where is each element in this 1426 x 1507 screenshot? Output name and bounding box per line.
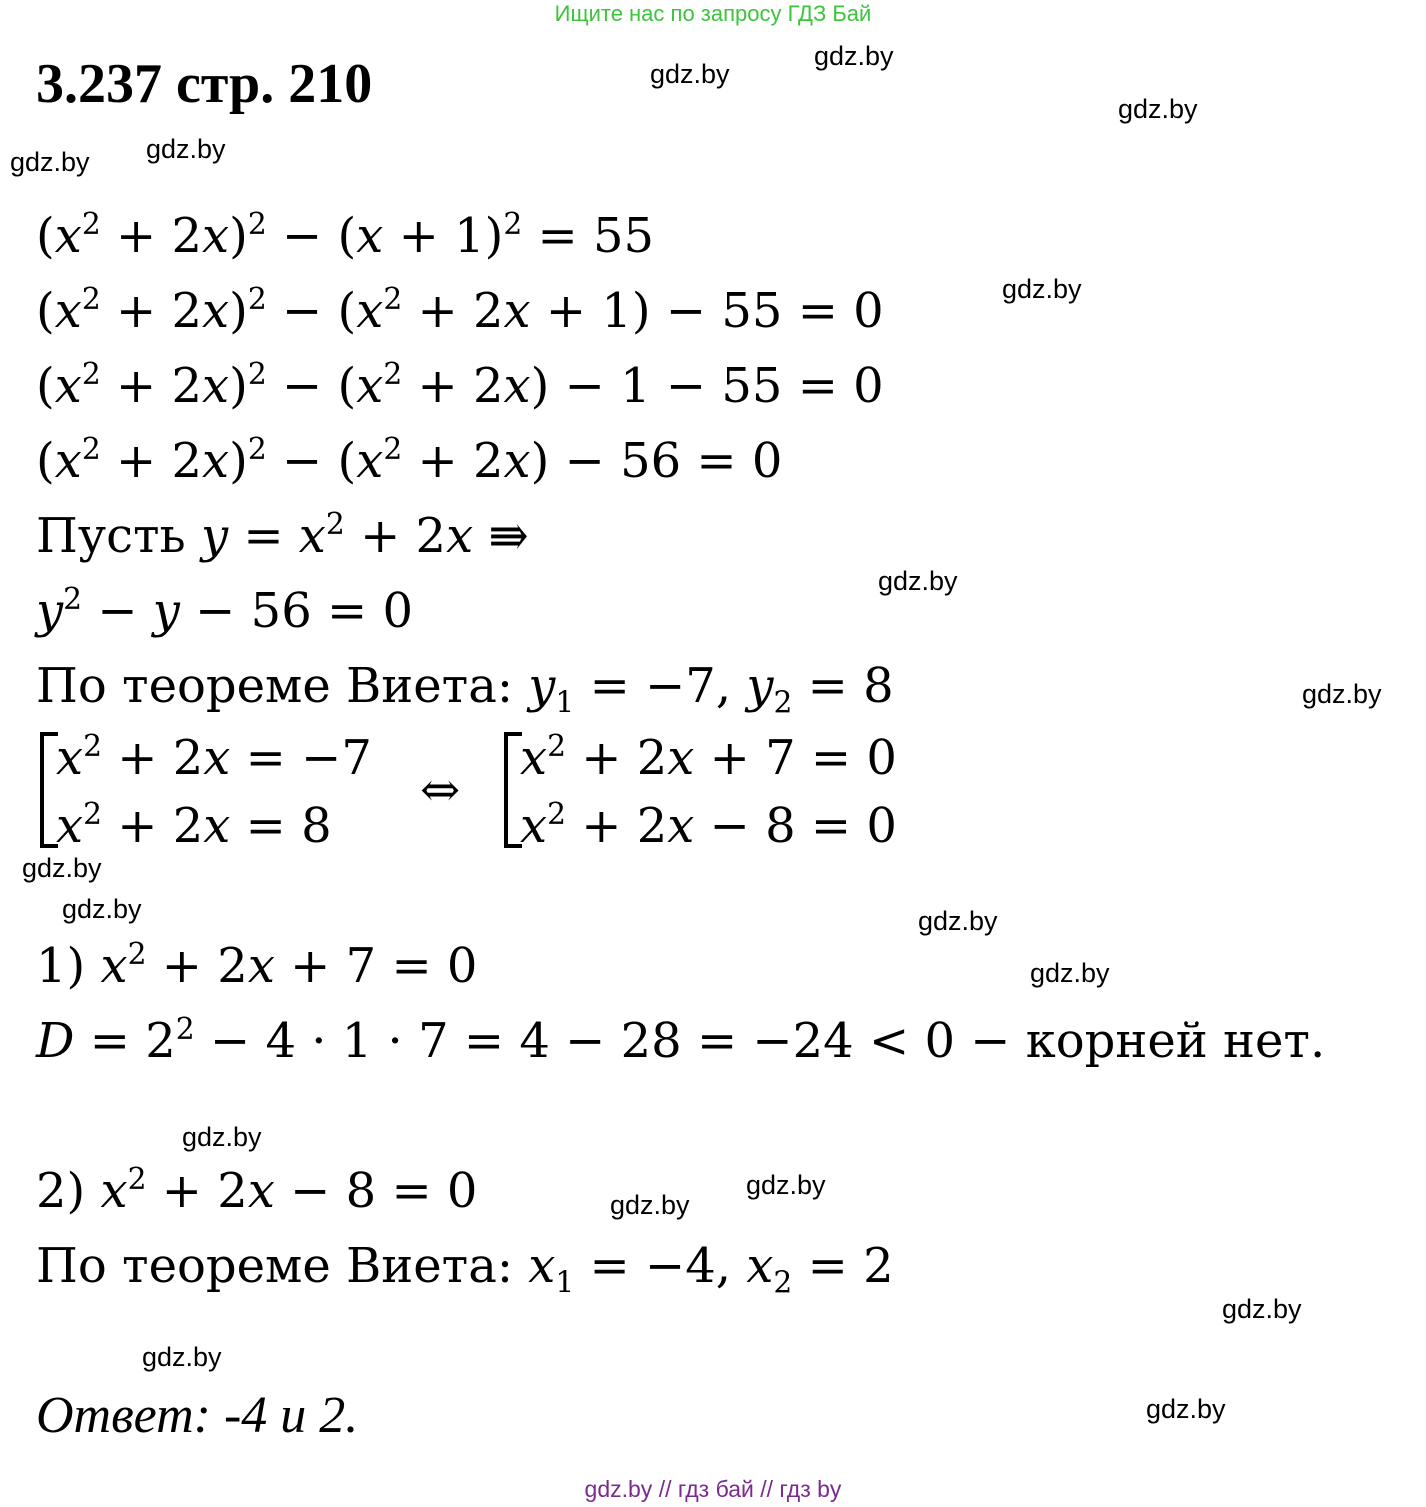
watermark: gdz.by [814,41,894,71]
equation-line-4: $(x^2 + 2x)^2 - (x^2 + 2x) - 56 = 0$ [36,432,783,489]
watermark: gdz.by [878,566,958,596]
watermark: gdz.by [1302,679,1382,709]
discriminant-line: $D = 2^2 - 4 \cdot 1 \cdot 7 = 4 - 28 = -24 < 0$ − корней нет. [36,1012,1326,1069]
vieta-x-line: По теореме Виета: $x_1 = -4$, $x_2 = 2$ [36,1238,894,1301]
system-right-row-2: $x^2 + 2x - 8 = 0$ [520,797,897,854]
equation-line-3: $(x^2 + 2x)^2 - (x^2 + 2x) - 1 - 55 = 0$ [36,357,884,414]
quadratic-y-line: $y^2 - y - 56 = 0$ [36,582,414,639]
case-1-line: 1) $x^2 + 2x + 7 = 0$ [36,937,478,994]
page-title: 3.237 стр. 210 [36,53,373,115]
watermark: gdz.by [1222,1294,1302,1324]
search-banner: Ищите нас по запросу ГДЗ Бай [554,1,872,26]
equation-line-1: $(x^2 + 2x)^2 - (x + 1)^2 = 55$ [36,207,655,264]
answer-line: Ответ: -4 и 2. [36,1387,359,1444]
watermark: gdz.by [1146,1394,1226,1424]
substitution-line: Пусть $y = x^2 + 2x$ ⇛ [36,507,529,564]
watermark: gdz.by [1002,274,1082,304]
vieta-y-line: По теореме Виета: $y_1 = -7$, $y_2 = 8$ [36,658,894,721]
watermark: gdz.by [650,59,730,89]
watermark: gdz.by [1030,958,1110,988]
system-right-row-1: $x^2 + 2x + 7 = 0$ [520,729,897,786]
watermark: gdz.by [918,906,998,936]
watermark: gdz.by [146,134,226,164]
watermark: gdz.by [610,1190,690,1220]
watermark: gdz.by [1118,94,1198,124]
system-left-row-1: $x^2 + 2x = -7$ [56,729,372,786]
watermark: gdz.by [182,1122,262,1152]
watermark: gdz.by [22,853,102,883]
watermark: gdz.by [746,1170,826,1200]
footer-links: gdz.by // гдз бай // гдз by [584,1476,842,1502]
system-left-row-2: $x^2 + 2x = 8$ [56,797,332,854]
case-2-line: 2) $x^2 + 2x - 8 = 0$ [36,1162,478,1219]
equation-line-2: $(x^2 + 2x)^2 - (x^2 + 2x + 1) - 55 = 0$ [36,282,884,339]
watermark: gdz.by [10,147,90,177]
watermark: gdz.by [142,1342,222,1372]
watermark: gdz.by [62,894,142,924]
equivalence-sign: ⇔ [420,762,461,818]
